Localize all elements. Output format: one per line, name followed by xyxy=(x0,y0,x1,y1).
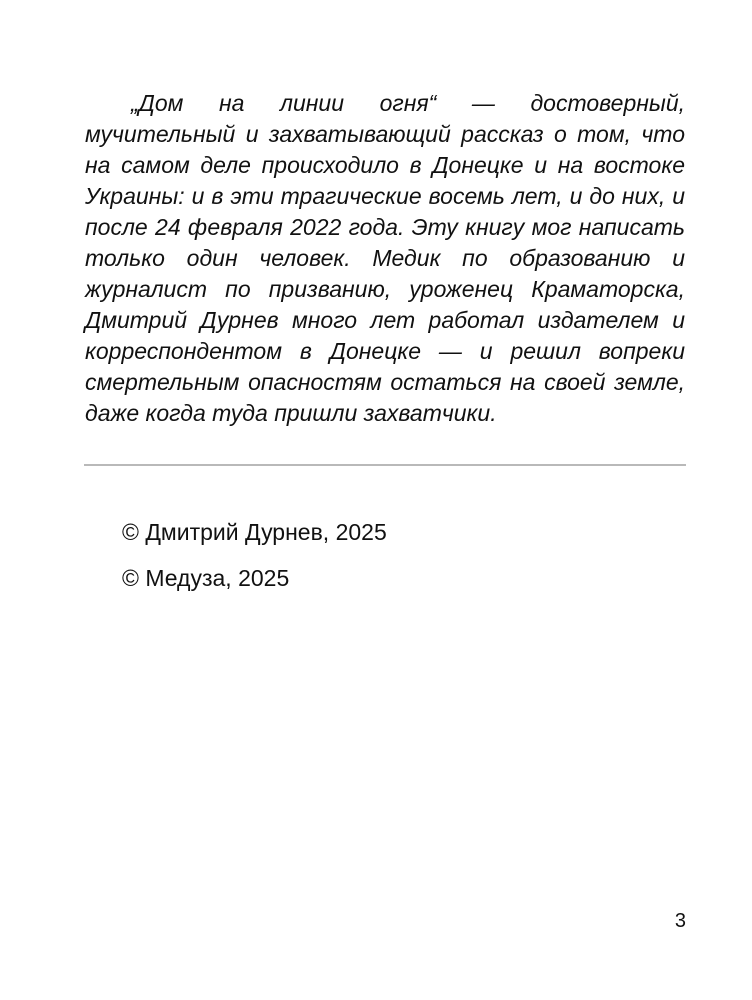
copyright-author: © Дмитрий Дурнев, 2025 xyxy=(122,519,387,545)
book-annotation: „Дом на линии огня“ — достоверный, мучительный и захватывающий рассказ о том, что на самом деле происходило в Донецке и на востоке Украины: и в эти трагические восемь лет, и до них, и после 24 февраля 2022 года. Эту книгу мог написать только один человек. Медик по образованию и журналист по призванию, уроженец Краматорска, Дмитрий Дурнев много лет работал издателем и корреспондентом в Донецке — и решил вопреки смертельным опасностям остаться на своей земле, даже когда туда пришли захватчики. xyxy=(85,90,685,426)
page-number: 3 xyxy=(674,910,686,932)
copyright-publisher: © Медуза, 2025 xyxy=(122,565,290,591)
section-divider xyxy=(84,464,686,466)
